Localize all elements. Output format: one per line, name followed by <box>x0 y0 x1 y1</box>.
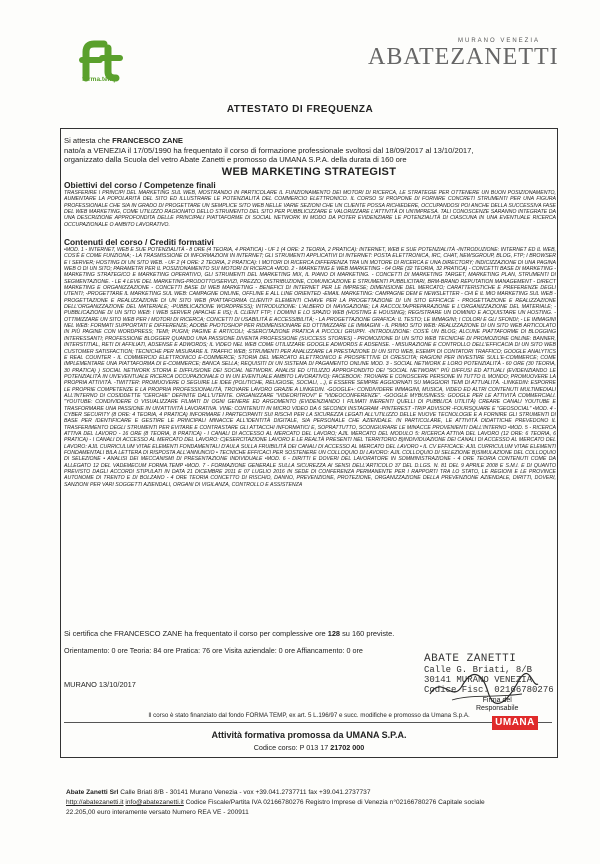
activity-promoted: Attività formativa promossa da UMANA S.P.A. <box>211 730 407 740</box>
stamp-line-4: Codice Fisc. 02166780276 <box>424 685 554 695</box>
footer-line-2: http://abatezanetti.it info@abatezanetti.it Codice Fiscale/Partita IVA 02166780276 Registro Imprese di Venezia n°02166780276 Capitale sociale <box>66 799 485 806</box>
contents-text: •MOD. 1 - INTERNET, WEB E SUE POTENZIALITÀ - 8 ORE (4 TEORIA, 4 PRATICA) - UF 1 (4 ORE: 2 TEORIA, 2 PRATICA): INTERNET, WEB E SUE POTENZIALITÀ -INTRODUZIONE: INTERNET ED IL WEB, COS'È E COME FUNZIONA; - LA TRASMISSIONE DI INFORMAZIONI IN INTERNET; GLI STRUMENTI APPLICATIVI DI INTERNET: POSTA ELETTRONICA, IRC, CHAT, NEWSGROUP, BLOG, FTP; I BROWSER E I SERVER; HOSTING DI UN SITO WEB. - UF 2 (4 ORE: 2 TEORIA, 2 PRATICA): I MOTORI DI RICERCA DIFFERENZA TRA UN MOTORE DI RICERCA E UNA DIRECTORY; INDICIZZAZIONE DI UNA PAGINA WEB O DI UN SITO; PARAMETRI PER IL POSIZIONAMENTO SUI MOTORI DI RICERCA •MOD. 2 - MARKETING E WEB MARKETING - 64 ORE (32 TEORIA, 32 PRATICA) - CONCETTI BASE DI MARKETING - MARKETING STRATEGICO E MARKETING OPERATIVO, GLI STRUMENTI DEL MARKETING MIX, IL PIANO DI MARKETING. - CONCETTI DI MARKETING TARGET, MARKETING PLAN, STRUMENTI DI SEGMENTAZIONE. - LE 4 LEVE DEL MARKETING-PRODOTTO/SERVIZI, PREZZO, DISTRIBUZIONE, COMUNICAZIONE E STRUMENTI PUBBLICITARI, BRM-BRAND REPUTATION MANAGEMENT - DIRECT MARKETING E ORGANIZZAZIONE - CONCETTI BASE DI WEB MARKETING - BENEFICI DI INTERNET PER LE IMPRESE; DIMENSIONE DEL MERCATO; CARATTERISTICHE E PREFERENZE DEGLI UTENTI; -PROGETTARE IL MARKETING SUL WEB: CAMPAGNE ONLINE, OFFLINE E ALL LINE ORIENTED -EMAIL MARKETING: CAMPAGNE DEM E NEWSLETTER - CHI È IL MIO MARKETING SUL WEB - PROGETTAZIONE E REALIZZAZIONE DI UN SITO WEB (PIATTAFORMA CLIENTI? ELEMENTI CHIAVE PER LA PROGETTAZIONE DI UN SITO EFFICACE - PROGETTAZIONE E REALIZZAZIONE DELL'ORGANIZZAZIONE DEL MATERIALE; -PUBBLICAZIONE WORDPRESS); INTRODUZIONE: L'ALBERO DI NAVIGAZIONE; LA RACCOLTA/PREPARAZIONE E L'ORGANIZZAZIONE DEL MATERIALE; -PUBBLICAZIONE DI UN SITO WEB: I WEB SERVER (APACHE E IIS); IL CLIENT FTP; I DOMINI E LO SPAZIO WEB (HOSTING E HOUSING); REGISTRARE UN DOMINIO E ACQUISTARE UN HOSTING. - OTTIMIZZARE UN SITO WEB PER I MOTORI DI RICERCA; CONCETTI DI USABILITÀ E ACCESSIBILITÀ; - LA PROGETTAZIONE GRAFICA: IL TESTO; LE IMMAGINI; I COLORI E GLI SFONDI; - LE IMMAGINI NEL WEB: FORMATI SUPPORTATI E DIFFERENZE; ADOBE PHOTOSHOP PER RIDIMENSIONARE ED OTTIMIZZARE LE IMMAGINI - IL PRIMO SITO WEB: REALIZZAZIONE DI UN SITO WEB ARTICOLATO IN PIÙ PAGINE CON WORDPRESS; TEMI; PUGNI; PAGINE E ARTICOLI; -ESERCITAZIONE PRATICA A PICCOLI GRUPPI. -INTRODUZIONE: COS'È UN BLOG; ALCUNE PIATTAFORME DI BLOGGING INTERESSANTI; PROFESSIONE BLOGGER QUANDO UNA PASSIONE DIVENTA PROFESSIONE (SUCCESS STORIES) - PROMOZIONE DI UN SITO WEB TECNICHE DI PROMOZIONE ONLINE: BANNER, INTERSTITIAL, RETI DI AFFILIATI, ADSENSE E ADWORDS; IL VIDEO NEL WEB COME UTILIZZARE GOOGLE ADWORDS E ADSENSE. - MISURAZIONE E CONTROLLO DELL'EFFICACIA DI UN SITO WEB CUSTOMER SATISFACTION; TECNICHE PER MISURARE IL TRAFFIC WEB; STRUMENTI PER ANALIZZARE LA PRESTAZIONE DI UN SITO WEB, ESEMPI DI CONTATORI TRAFFICO; GOOGLE ANALYTICS E REAL COUNTER - IL COMMERCIO ELETTRONICO E-COMMERCE; STORIA DEL MERCATO ELETTRONICO E PROSPETTIVE DI CRESCITA; RAGIONI PER INVESTIRE SULL'E-COMMERCE; COME IMPLEMENTARE UNA PIATTAFORMA DI E-COMMERCE; BANCA SELLA; REQUISITI DI UN SISTEMA DI PAGAMENTO ONLINE MOD. 3 - SOCIAL NETWORK E LORO POTENZIALITÀ - 60 ORE (30 TEORIA, 30 PRATICA) ) SOCIAL NETWORK STORIA E DIFFUSIONE DEI SOCIAL NETWORK. ANALISI ED UTILIZZO APPROFONDITO DEI "SOCIAL NETWORK" PIÙ DIFFUSI ED ATTUALI (EVIDENZIANDO LE POTENZIALITÀ IN UN'EVENTUALE RICERCA OCCUPAZIONALE O IN UN EVENTUALE AMBITO LAVORATIVO): FACEBOOK: TROVARE E CONOSCERE PERSONE IN TUTTO IL MONDO; PROMUOVERE LA PROPRIA ATTIVITÀ. -TWITTER: PROMUOVERE O SEGUIRE LE IDEE (POLITICHE, RELIGIOSE, SOCIALI, ...), E ESSERE SEMPRE AGGIORNATI SU MAGGIORI TEMI DI ATTUALITÀ. -LINKEDIN: ESPORRE LE PROPRIE COMPETENZE E LA PROPRIA PROFESSIONALITÀ, TROVARE LAVORO GRAZIE A LINKEDIN. -GOOGLE+: CONDIVIDERE IMMAGINI, MUSICA, VIDEO ED ALTRI CONTENUTI MULTIMEDIALI ALL'INTERNO DI COSIDDETTE "CERCHIE" DEFINITE DALL'UTENTE. ORGANIZZARE "VIDEORITROVI" E "VIDEOCONFERENZE". -GOOGLE MYBUSINESS: GOOGLE PER LE ATTIVITÀ COMMERCIALI. "YOUTUBE: CONDIVIDERE O VISUALIZZARE FILMATI DI OGNI GENERE ED ARGOMENTO (EVIDENZIANDO I FILMATI INERENTI QUELLI DI PUBBLICA UTILITÀ) CREARE CANALI YOUTUBE E TRASFORMARE UNA PASSIONE IN UN'ATTIVITÀ LAVORATIVA. VINE: CONTENUTI IN MICRO VIDEO DA 6 SECONDI INSTAGRAM -PINTEREST -TRIP ADVISOR -FOURSQUARE E "GEOSOCIAL" •MOD. 4 - CYBER SECURITY (8 ORE: 4 TEORIA, 4 PRATICA) INFORMARE I PARTECIPANTI SUI RISCHI PER LA SICUREZZA LEGATI ALL'UTILIZZO DELLE NUOVE TECNOLOGIE E A FORNIRE GLI STRUMENTI DI BASE PER IDENTIFICARE E GESTIRE LE PRINCIPALI MINACCE ALL'IDENTITÀ DIGITALE, SIA PERSONALE CHE AZIENDALE. IN PARTICOLARE, LE ATTIVITÀ DIDATTICHE PREVEDONO IL TRASFERIMENTO DEGLI STRUMENTI PER EVITARE E CONTRASTARE GLI ATTACCHI INFORMATICI E, SOPRATTUTTO, SCONGIURARE LE MINACCE PROVENIENTI DALL'INTERNO •MOD. 5 - RICERCA ATTIVA DEL LAVORO - 16 ORE (8 TEORIA, 8 PRATICA) - I CANALI DI ACCESSO AL MERCATO DEL LAVORO; AJIL MERCATO DEL MODULO 5: RICERCA ATTIVA DEL LAVORO (12 ORE: 6 TEORIA, 6 PRATICA) - I CANALI DI ACCESSO AL MERCATO DEL LAVORO: C)ESERCITAZIONE LAVORO E LE REALTÀ PRESENTI NEL TERRITORIO B)INDIVIDUAZIONE DEI CANALI DI ACCESSO AL MERCATO DEL LAVORO: AJIL CURRICULUM VITAE ELEMENTI FONDAMENTALI D'AULA SULLA FRUIBILITÀ DEI CANALI DI ACCESSO AL MERCATO DEL LAVORO • IL CV EFFICACE: AJIL CURRICULUM VITAE ELEMENTI FONDAMENTALI BILA LETTERA DI RISPOSTA ALL'ANNUNCIO • TECNICHE EFFICACI PER SOSTENERE UN COLLOQUIO DI LAVORO: AJIL COLLOQUIO DI SELEZIONE B)SIMULAZIONE DEL COLLOQUIO DI SELEZIONE • ANALISI DEI MECCANISMI DI PRESENTAZIONE INDIVIDUALE •MOD. 6 - DIRITTI E DOVERI DEL LAVORATORE IN SOMMINISTRAZIONE - 4 ORE TEORIA CONTENUTI COME DA ALLEGATO 12 DEL VADEMECUM FORMA.TEMP •MOD. 7 - FORMAZIONE GENERALE SULLA SICUREZZA AI SENSI DELL'ARTICOLO 37 DEL D.LGS. N. 81 DEL 9 APRILE 2008 E S.M.I. E DI QUANTO PREVISTO DAGLI ACCORDI STIPULATI IN DATA 21 DICEMBRE 2011 E 07 LUGLIO 2016 IN SEDE DI CONFERENZA PERMANENTE PER I RAPPORTI TRA LO STATO, LE REGIONI E LE PROVINCE AUTONOME DI TRENTO E DI BOLZANO - 4 ORE TEORIA CONCETTO DI RISCHIO, DANNO, PREVENZIONE, PROTEZIONE, ORGANIZZAZIONE DELLA PREVENZIONE AZIENDALE, DIRITTI, DOVERI, SANZIONI PER VARI SOGGETTI AZIENDALI, ORGANI DI VIGILANZA, CONTROLLO E ASSISTENZA <box>64 247 556 488</box>
intro-line-1: Si attesta che FRANCESCO ZANE <box>64 136 184 145</box>
course-title: WEB MARKETING STRATEGIST <box>221 166 397 178</box>
company-footer <box>66 788 546 818</box>
participant-name: FRANCESCO ZANE <box>112 136 184 145</box>
footer-line-1: Abate Zanetti Srl Calle Briati 8/B - 30141 Murano Venezia - vox +39.041.2737711 fax +39.041.2737737 <box>66 789 371 796</box>
attestation-intro <box>64 136 554 165</box>
responsible-label: Firma del Responsabile <box>476 697 519 712</box>
certificate-title: ATTESTATO DI FREQUENZA <box>226 104 374 115</box>
issue-date: MURANO 13/10/2017 <box>64 680 136 689</box>
footer-line-3: 22.205,00 euro interamente versato Numero REA VE - 200911 <box>66 809 249 816</box>
stamp-line-3: 30141 MURANO VENEZIA <box>424 675 533 685</box>
objectives-text: TRASFERIRE I PRINCIPI DEL MARKETING SUL WEB, MOSTRANDO IN PARTICOLARE IL FUNZIONAMENTO DEI MOTORI DI RICERCA, LE STRATEGIE PER OTTENERE UN BUON POSIZIONAMENTO, AUMENTARE LA POPOLARITÀ DEL SITO ED ILLUSTRARE LE POTENZIALITÀ DEL COMMERCIO ELETTRONICO. IL CORSO SI PROPONE DI FORNIRE CONCRETI STRUMENTI PER UNA FIGURA PROFESSIONALE CHE SIA IN GRADO DI PROGETTARE UN SEMPLICE SITO WEB NELLE VARIE SEZIONI CHE UN CLIENTE POSSA RICHIEDERE, OCCUPANDOSI POI ANCHE DELLA SUCCESSIVA FASE DEL WEB MARKETING, COME UTILIZZO RAGIONATO DELLO STRUMENTO DEL SITO PER PUBBLICIZZARE E VALORIZZARE L'ATTIVITÀ DI UN'IMPRESA. TALI CONOSCENZE SARANNO INTEGRATE DA UNA DESCRIZIONE APPROFONDITA DELLE PRINCIPALI PIATTAFORME DI SOCIAL NETWORK IN MODO DA POTER EVIDENZIARE LE POTENZIALITÀ DI CIASCUNA IN UNA EVENTUALE RICERCA OCCUPAZIONALE O AMBITO LAVORATIVO. <box>64 190 556 228</box>
forma-temp-logo-text: forma.temp <box>82 76 118 83</box>
intro-line-2: nato/a a VENEZIA il 17/05/1990 ha frequentato il corso di formazione professionale svoltosi dal 18/09/2017 al 13/10/2017, <box>64 145 474 155</box>
intro-line-3: organizzato dalla Scuola del vetro Abate Zanetti e promosso da UMANA S.P.A. della durata di 160 ore <box>64 155 407 165</box>
objectives-heading: Obiettivi del corso / Competenze finali <box>64 180 216 190</box>
course-code-value: 21702 000 <box>330 743 365 752</box>
divider <box>64 722 552 723</box>
hours-attended: 128 <box>327 629 341 638</box>
abate-zanetti-logo-location: MURANO VENEZIA <box>458 38 541 44</box>
contents-heading: Contenuti del corso / Crediti formativi <box>64 237 214 247</box>
email-link[interactable]: info@abatezanetti.it <box>125 799 184 806</box>
website-link[interactable]: http://abatezanetti.it <box>66 799 124 806</box>
hours-breakdown: Orientamento: 0 ore Teoria: 84 ore Pratica: 76 ore Visita aziendale: 0 ore Affiancamento: 0 ore <box>64 646 363 655</box>
course-code: Codice corso: P 013 17 21702 000 <box>253 743 365 752</box>
footer-company: Abate Zanetti Srl <box>66 789 119 796</box>
stamp-line-1: ABATE ZANETTI <box>424 653 517 665</box>
abate-zanetti-logo: ABATEZANETTI <box>368 44 559 70</box>
funding-note: Il corso è stato finanziato dal fondo FORMA TEMP, ex art. 5 L.196/97 e succ. modifiche e promosso da Umana S.p.A. <box>148 712 470 719</box>
stamp-line-2: Calle G. Briati, 8/B <box>424 665 533 675</box>
umana-logo: UMANA <box>492 716 538 730</box>
hours-attended-statement: Si certifica che FRANCESCO ZANE ha frequentato il corso per complessive ore 128 su 160 previste. <box>64 629 395 638</box>
